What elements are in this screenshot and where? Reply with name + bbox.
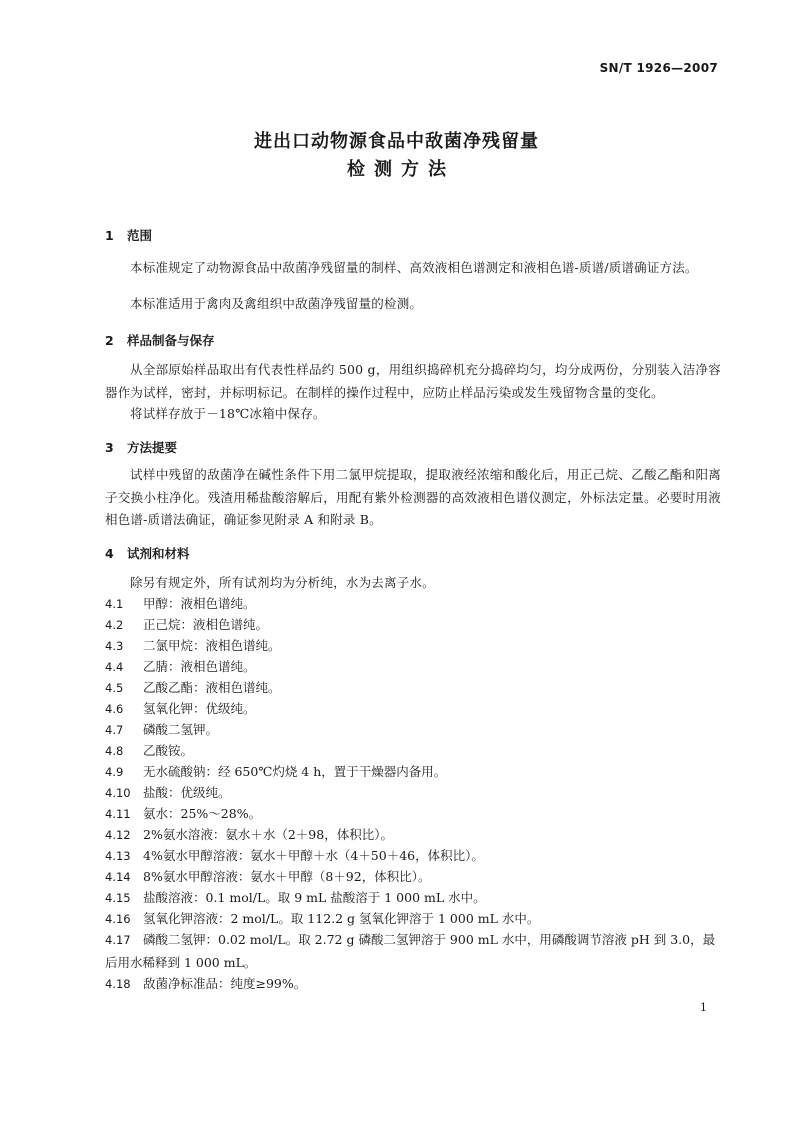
list-item [105, 698, 721, 721]
item-number: 4.10 [105, 786, 131, 800]
item-number: 4.8 [105, 744, 124, 758]
item-number: 4.5 [105, 681, 124, 695]
item-number: 4.4 [105, 660, 124, 674]
item-text: 4%氨水甲醇溶液：氨水＋甲醇＋水（4＋50＋46，体积比）。 [143, 848, 484, 863]
title-line-2: 检测方法 [347, 159, 455, 180]
standard-code: SN/T 1926—2007 [599, 61, 718, 75]
section-1-heading [105, 226, 152, 244]
section-4-intro: 除另有规定外，所有试剂均为分析纯，水为去离子水。 [130, 575, 435, 590]
section-1-paragraph-2: 本标准适用于禽肉及禽组织中敌菌净残留量的检测。 [130, 296, 423, 311]
list-item [105, 761, 721, 784]
item-number: 4.18 [105, 977, 131, 991]
item-text: 8%氨水甲醇溶液：氨水＋甲醇（8＋92，体积比）。 [143, 869, 431, 884]
section-number: 1 [105, 228, 114, 243]
list-item [105, 887, 721, 910]
section-3-paragraph-1: 试样中残留的敌菌净在碱性条件下用二氯甲烷提取，提取液经浓缩和酸化后，用正己烷、乙酸乙酯和阳离子交换小柱净化。残渣用稀盐酸溶解后，用配有紫外检测器的高效液相色谱仪测定，外标法定量。必要时用液相色谱-质谱法确证，确证参见附录 A 和附录 B。 [105, 467, 721, 527]
document-title [0, 128, 793, 184]
list-item [105, 803, 721, 826]
item-number: 4.15 [105, 891, 131, 905]
list-item [105, 635, 721, 658]
section-title: 样品制备与保存 [127, 333, 215, 348]
title-line-1: 进出口动物源食品中敌菌净残留量 [254, 131, 539, 152]
section-number: 4 [105, 546, 114, 561]
section-2-paragraph-2: 将试样存放于－18℃冰箱中保存。 [130, 406, 326, 421]
item-number: 4.12 [105, 828, 131, 842]
item-text: 二氯甲烷：液相色谱纯。 [143, 638, 281, 653]
section-title: 试剂和材料 [127, 546, 190, 561]
list-item [105, 973, 721, 996]
item-text: 无水硫酸钠：经 650℃灼烧 4 h，置于干燥器内备用。 [143, 764, 447, 779]
item-text: 甲醇：液相色谱纯。 [143, 596, 256, 611]
item-number: 4.6 [105, 702, 124, 716]
item-text: 乙酸乙酯：液相色谱纯。 [143, 680, 281, 695]
list-item [105, 908, 721, 931]
section-4-heading [105, 544, 190, 562]
section-2-paragraph-1: 从全部原始样品取出有代表性样品约 500 g，用组织捣碎机充分捣碎均匀，均分成两份，分别装入洁净容器作为试样，密封，并标明标记。在制样的操作过程中，应防止样品污染或发生残留物含量的变化。 [105, 362, 721, 400]
item-text: 盐酸：优级纯。 [143, 785, 231, 800]
item-text: 氢氧化钾：优级纯。 [143, 701, 256, 716]
item-text: 盐酸溶液：0.1 mol/L。取 9 mL 盐酸溶于 1 000 mL 水中。 [143, 890, 486, 905]
item-number: 4.11 [105, 807, 131, 821]
section-3-heading [105, 438, 177, 456]
section-1-paragraph-1: 本标准规定了动物源食品中敌菌净残留量的制样、高效液相色谱测定和液相色谱-质谱/质谱确证方法。 [130, 260, 698, 275]
list-item [105, 845, 721, 868]
item-number: 4.2 [105, 618, 124, 632]
item-text: 敌菌净标准品：纯度≥99%。 [143, 976, 307, 991]
item-number: 4.9 [105, 765, 124, 779]
item-text: 乙酸铵。 [143, 743, 194, 758]
item-text: 氢氧化钾溶液：2 mol/L。取 112.2 g 氢氧化钾溶于 1 000 mL 水中。 [143, 911, 540, 926]
item-text: 2%氨水溶液：氨水＋水（2＋98，体积比）。 [143, 827, 393, 842]
list-item [105, 740, 721, 763]
section-number: 3 [105, 440, 114, 455]
section-2-heading [105, 331, 215, 349]
list-item [105, 656, 721, 679]
list-item [105, 866, 721, 889]
item-number: 4.7 [105, 723, 124, 737]
list-item [105, 719, 721, 742]
section-title: 范围 [127, 228, 153, 243]
item-number: 4.13 [105, 849, 131, 863]
item-number: 4.16 [105, 912, 131, 926]
item-number: 4.3 [105, 639, 124, 653]
item-text: 磷酸二氢钾：0.02 mol/L。取 2.72 g 磷酸二氢钾溶于 900 mL 水中，用磷酸调节溶液 pH 到 3.0，最后用水稀释到 1 000 mL。 [105, 932, 716, 970]
list-item [105, 929, 721, 974]
item-text: 磷酸二氢钾。 [143, 722, 219, 737]
page-number: 1 [700, 1001, 707, 1014]
item-text: 正己烷：液相色谱纯。 [143, 617, 269, 632]
item-number: 4.14 [105, 870, 131, 884]
item-number: 4.1 [105, 597, 124, 611]
item-text: 氨水：25%～28%。 [143, 806, 262, 821]
list-item [105, 677, 721, 700]
item-number: 4.17 [105, 933, 131, 947]
list-item [105, 614, 721, 637]
item-text: 乙腈：液相色谱纯。 [143, 659, 256, 674]
list-item [105, 824, 721, 847]
section-title: 方法提要 [127, 440, 178, 455]
list-item [105, 593, 721, 616]
section-number: 2 [105, 333, 114, 348]
list-item [105, 782, 721, 805]
